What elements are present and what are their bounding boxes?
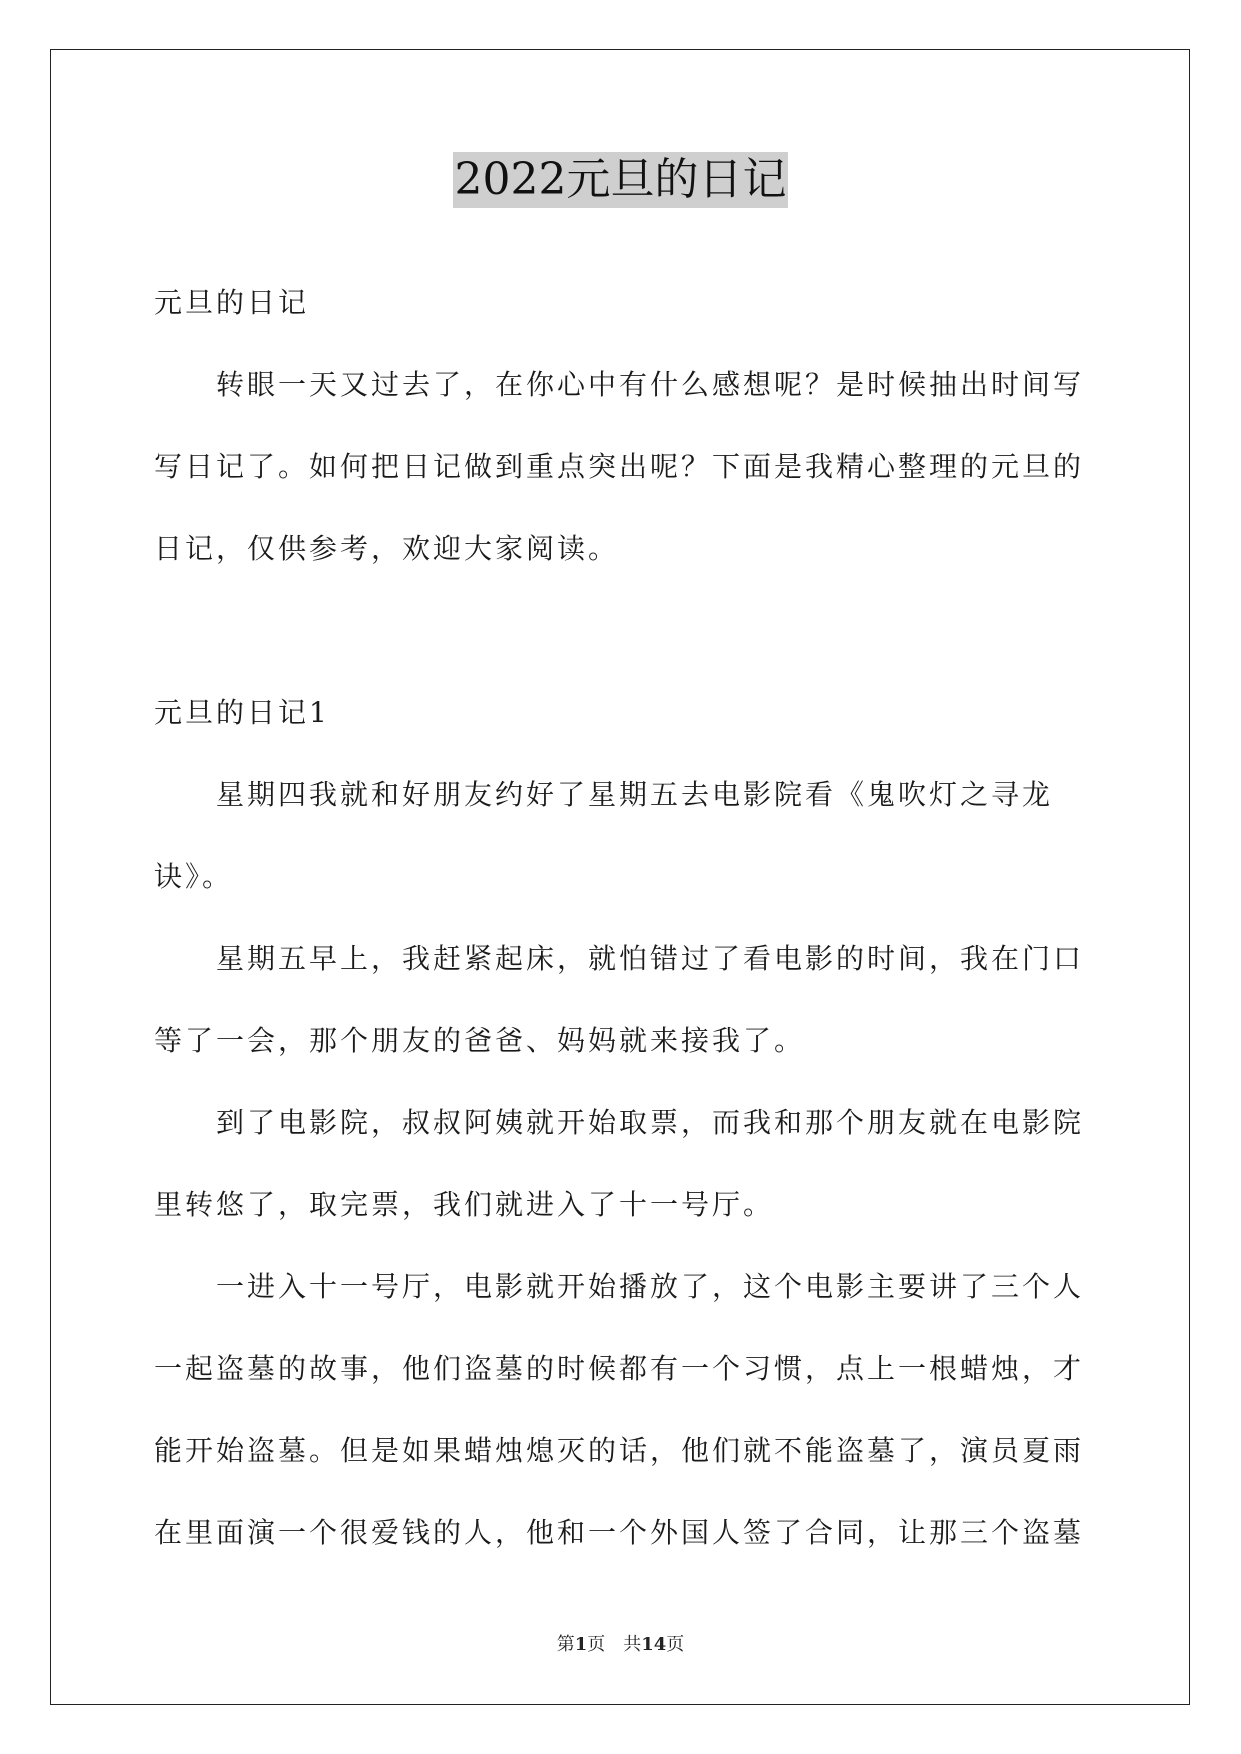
page-number: 1: [574, 1634, 588, 1655]
page-suffix: 页: [587, 1634, 606, 1655]
page-prefix: 第: [556, 1634, 575, 1655]
total-prefix: 共: [623, 1634, 642, 1655]
page-footer: [0, 1630, 1241, 1656]
document-body: [154, 262, 1094, 1574]
page-total: 14: [641, 1634, 667, 1655]
intro-paragraph: 转眼一天又过去了，在你心中有什么感想呢？是时候抽出时间写写日记了。如何把日记做到重点突出呢？下面是我精心整理的元旦的日记，仅供参考，欢迎大家阅读。: [154, 368, 1085, 565]
body-paragraph: 星期五早上，我赶紧起床，就怕错过了看电影的时间，我在门口等了一会，那个朋友的爸爸、妈妈就来接我了。: [154, 942, 1085, 1057]
body-paragraph: 一进入十一号厅，电影就开始播放了，这个电影主要讲了三个人一起盗墓的故事，他们盗墓的时候都有一个习惯，点上一根蜡烛，才能开始盗墓。但是如果蜡烛熄灭的话，他们就不能盗墓了，演员夏雨在里面演一个很爱钱的人，他和一个外国人签了合同，让那三个盗墓: [154, 1270, 1085, 1549]
total-suffix: 页: [666, 1634, 685, 1655]
body-paragraph: 星期四我就和好朋友约好了星期五去电影院看《鬼吹灯之寻龙诀》。: [154, 778, 1054, 893]
body-paragraph: 到了电影院，叔叔阿姨就开始取票，而我和那个朋友就在电影院里转悠了，取完票，我们就进入了十一号厅。: [154, 1106, 1085, 1221]
section-spacer: [154, 590, 1094, 672]
document-title: 2022元旦的日记: [453, 152, 789, 208]
title-container: [0, 152, 1241, 208]
section-heading: 元旦的日记1: [154, 696, 330, 729]
subtitle: 元旦的日记: [154, 286, 310, 319]
